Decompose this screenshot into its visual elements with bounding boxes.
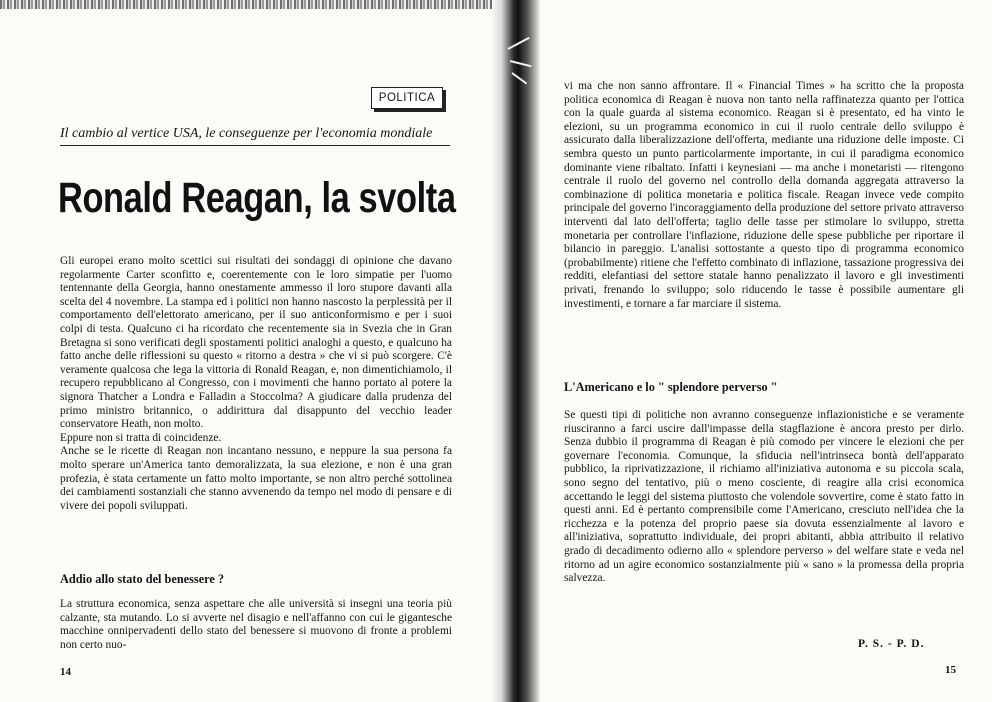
third-paragraph: La struttura economica, senza aspettare che alle università si insegni una teoria più calzante, sta mutando. Lo si avverte nel disagio e nell'affanno con cui le gigantesche macchine onnipervadenti dello stato del benessere si muovono di fronte a problemi non certo nuo- (60, 598, 452, 651)
page-number-right: 15 (945, 664, 956, 676)
intro-paragraph: Gli europei erano molto scettici sui risultati dei sondaggi di opinione che davano regolarmente Carter sconfitto e, coerentemente con le loro simpatie per l'uomo tentennante della Georgia, hanno onestamente ammesso il loro stupore davanti alla scelta del 4 novembre. La stampa ed i politici non hanno nascosto la perplessità per il comportamento dell'elettorato americano, per il suo anticonformismo e per i suoi colpi di testa. Qualcuno ci ha ricordato che recentemente sia in Svezia che in Gran Bretagna si sono verificati degli spostamenti politici analoghi a questo, e qualcuno ha fatto anche delle riflessioni su questo « ritorno a destra » che vi si può scorgere. C'è veramente qualcosa che lega la vittoria di Ronald Reagan, e, non dimentichiamolo, il recupero repubblicano al Congresso, con i movimenti che hanno portato al potere la signora Thatcher a Londra e Falladin a Stoccolma? A giudicare dalla prudenza del primo ministro britannico, o addirittura dal disappunto del vecchio leader conservatore Heath, non molto. (60, 255, 452, 431)
section-label: POLITICA (371, 87, 443, 109)
book-gutter (492, 0, 540, 702)
short-line: Eppure non si tratta di coincidenze. (60, 431, 222, 444)
continuation-paragraph: vi ma che non sanno affrontare. Il « Financial Times » ha scritto che la proposta politica economica di Reagan è nuova non tanto nella raffinatezza quanto per l'ottica con la quale guarda al sistema economico. Reagan si è presentato, ed ha vinto le elezioni, su un programma economico in cui il ruolo centrale dello sviluppo è assicurato dalla liberalizzazione dell'offerta, mediante una riduzione delle imposte. Ci sembra questo un punto particolarmente importante, in cui il paradigma economico dominante viene ribaltato. Infatti i keynesiani — ma anche i monetaristi — ritengono centrale il ruolo del governo nel controllo della domanda aggregata attraverso la combinazione di politica monetaria e politica fiscale. Reagan invece vede compito principale del governo l'incoraggiamento della produzione del settore privato attraverso interventi dal lato dell'offerta; taglio delle tasse per stimolare lo sviluppo, stretta monetaria per controllare l'inflazione, riduzione delle spese pubbliche per riportare il bilancio in pareggio. L'analisi sottostante a questo tipo di programma economico (probabilmente) ritiene che l'effetto combinato di inflazione, tassazione progressiva dei redditi, elefantiasi del settore statale hanno penalizzato il lavoro e gli investimenti privati, frenando lo sviluppo; solo riducendo le tasse è possibile aumentare gli investimenti, e tornare a far marciare il sistema. (564, 80, 964, 310)
left-article-body (60, 255, 452, 513)
kicker-line: Il cambio al vertice USA, le conseguenze per l'economia mondiale (60, 125, 450, 146)
page-number-left: 14 (60, 666, 71, 678)
right-subsection (564, 380, 964, 586)
subhead-splendore: L'Americano e lo " splendore perverso " (564, 380, 778, 394)
gutter-streak (511, 72, 527, 84)
final-paragraph: Se questi tipi di politiche non avranno conseguenze inflazionistiche e se veramente riusciranno a farci uscire dall'impasse della stagflazione è ancora presto per dirlo. Senza dubbio il programma di Reagan è più comodo per vincere le elezioni che per governare l'economia. Comunque, la sfiducia nell'intrinseca bontà dell'apparato pubblico, la riprivatizzazione, il richiamo all'iniziativa autonoma e su piccola scala, sono segno del tentativo, più o meno cosciente, di reagire alla crisi economica accettando le leggi del sistema piuttosto che volendole sovvertire, come è stato fatto in questi anni. Ed è pertanto comprensibile come l'Americano, cresciuto nell'idea che la ricchezza e la potenza del proprio paese sia dovuta essenzialmente al lavoro e all'iniziativa, soprattutto individuale, dei propri abitanti, abbia attribuito il relativo grado di decadimento odierno allo « splendore perverso » del welfare state e veda nel ritorno ad un agire economico sostanzialmente più « sano » la promessa della propria salvezza. (564, 409, 964, 585)
second-paragraph: Anche se le ricette di Reagan non incantano nessuno, e neppure la sua persona fa molto sperare un'America tanto demoralizzata, la sua elezione, e non è una gran profezia, è stata certamente un fatto molto importante, se non altro perché sottolinea dei cambiamenti sostanziali che stanno avvenendo da tempo nel modo di pensare e di vivere dei popoli sviluppati. (60, 445, 452, 512)
scan-edge-noise (0, 0, 492, 9)
right-article-body (564, 80, 964, 311)
gutter-streak (510, 60, 532, 67)
subhead-welfare: Addio allo stato del benessere ? (60, 572, 225, 586)
headline: Ronald Reagan, la svolta (58, 174, 456, 222)
gutter-streak (508, 37, 530, 50)
right-page (540, 0, 992, 702)
left-page (0, 0, 492, 702)
author-signature: P. S. - P. D. (858, 638, 925, 650)
left-subsection (60, 572, 452, 652)
